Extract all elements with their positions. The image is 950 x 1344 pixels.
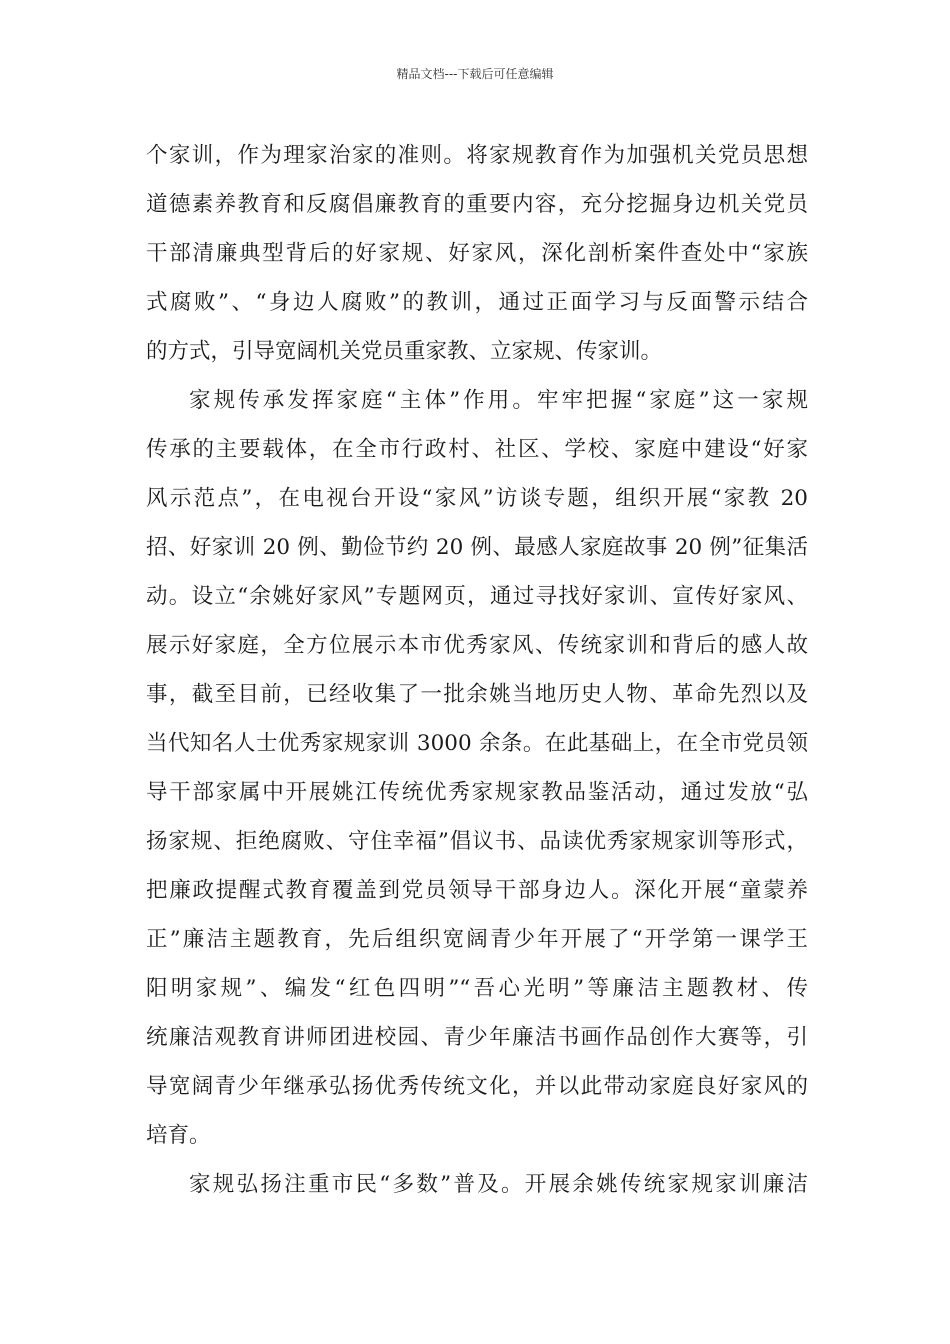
- paragraph: [146, 1160, 808, 1209]
- text-line: 家规传承发挥家庭“主体”作用。牢牢把握“家庭”这一家规: [189, 388, 808, 413]
- text-line: 风示范点”，在电视台开设“家风”访谈专题，组织开展“家教 20: [146, 486, 808, 511]
- text-line: 事，截至目前，已经收集了一批余姚当地历史人物、革命先烈以及: [146, 682, 808, 707]
- text-line: 统廉洁观教育讲师团进校园、青少年廉洁书画作品创作大赛等，引: [146, 1025, 808, 1050]
- text-line: 扬家规、拒绝腐败、守住幸福”倡议书、品读优秀家规家训等形式，: [146, 829, 808, 854]
- text-line: 导干部家属中开展姚江传统优秀家规家教品鉴活动，通过发放“弘: [146, 780, 808, 805]
- text-line: 道德素养教育和反腐倡廉教育的重要内容，充分挖掘身边机关党员: [146, 192, 808, 217]
- text-line: 动。设立“余姚好家风”专题网页，通过寻找好家训、宣传好家风、: [146, 584, 808, 609]
- text-line: 把廉政提醒式教育覆盖到党员领导干部身边人。深化开展“童蒙养: [146, 878, 808, 903]
- body-text: [146, 131, 808, 1209]
- text-line: 导宽阔青少年继承弘扬优秀传统文化，并以此带动家庭良好家风的: [146, 1074, 808, 1099]
- text-line: 个家训，作为理家治家的准则。将家规教育作为加强机关党员思想: [146, 143, 808, 168]
- text-line: 展示好家庭，全方位展示本市优秀家风、传统家训和背后的感人故: [146, 633, 808, 658]
- text-line: 家规弘扬注重市民“多数”普及。开展余姚传统家规家训廉洁: [189, 1172, 808, 1197]
- text-line: 培育。: [146, 1123, 211, 1148]
- text-line: 当代知名人士优秀家规家训 3000 余条。在此基础上，在全市党员领: [146, 731, 808, 756]
- text-line: 的方式，引导宽阔机关党员重家教、立家规、传家训。: [146, 339, 663, 364]
- text-line: 招、好家训 20 例、勤俭节约 20 例、最感人家庭故事 20 例”征集活: [146, 535, 808, 560]
- page-header: 精品文档---下载后可任意编辑: [396, 67, 554, 81]
- text-line: 传承的主要载体，在全市行政村、社区、学校、家庭中建设“好家: [146, 437, 808, 462]
- text-line: 式腐败”、“身边人腐败”的教训，通过正面学习与反面警示结合: [146, 290, 808, 315]
- paragraph: [146, 376, 808, 1160]
- text-line: 干部清廉典型背后的好家规、好家风，深化剖析案件查处中“家族: [146, 241, 808, 266]
- paragraph: [146, 131, 808, 376]
- text-line: 正”廉洁主题教育，先后组织宽阔青少年开展了“开学第一课学王: [146, 927, 808, 952]
- text-line: 阳明家规”、编发“红色四明”“吾心光明”等廉洁主题教材、传: [146, 976, 808, 1001]
